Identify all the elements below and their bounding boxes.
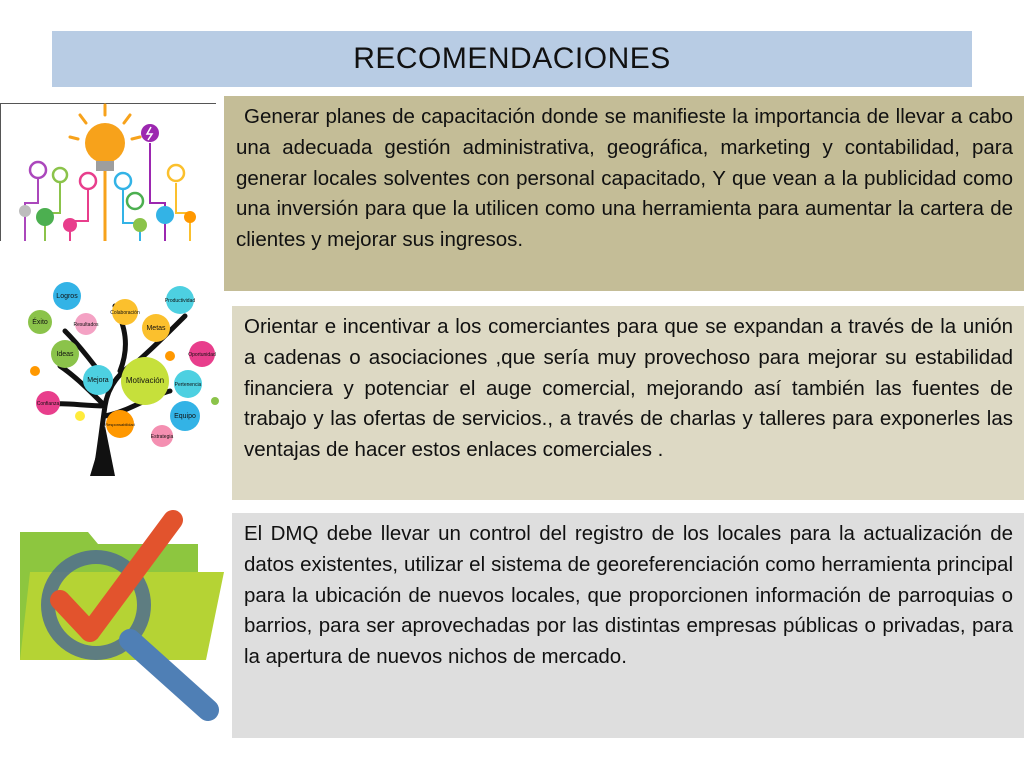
- tree-label-resultados: Resultados: [73, 322, 99, 328]
- checkmark-magnifier-folder-icon: [18, 510, 224, 724]
- recommendation-1: [224, 96, 1024, 291]
- lightbulbs-icon: [0, 103, 216, 241]
- tree-label-metas: Metas: [146, 325, 166, 332]
- tree-label-pertenencia: Pertenencia: [174, 382, 202, 388]
- title-bar: [52, 31, 972, 87]
- tree-label-mejora: Mejora: [87, 377, 109, 384]
- tree-label-oportunidad: Oportunidad: [188, 352, 216, 358]
- tree-label-exito: Éxito: [32, 319, 48, 326]
- recommendation-2: [232, 306, 1024, 500]
- page-title: RECOMENDACIONES: [353, 42, 671, 75]
- tree-label-responsabilidad: Responsabilidad: [105, 422, 135, 427]
- tree-label-motivacion: Motivación: [125, 376, 165, 385]
- tree-label-productividad: Productividad: [164, 298, 196, 304]
- tree-label-confianza: Confianza: [36, 401, 60, 407]
- tree-label-colaboracion: Colaboración: [110, 310, 140, 316]
- idea-tree-icon: [20, 276, 225, 476]
- recommendation-3: [232, 513, 1024, 738]
- tree-label-ideas: Ideas: [56, 351, 74, 358]
- tree-label-logros: Logros: [56, 293, 78, 300]
- recommendation-2-text: Orientar e incentivar a los comerciantes para que se expandan a través de la unión a cadenas o asociaciones ,que sería muy provechoso para mejorar su estabilidad financiera y potenciar el auge comercial, mejorando así también las fuentes de trabajo y las ofertas de servicios., a través de charlas y talleres para exponerles las ventajas de hacer estos enlaces comerciales .: [244, 315, 1013, 462]
- tree-label-equipo: Equipo: [174, 413, 196, 420]
- tree-label-estrategia: Estrategia: [150, 434, 174, 440]
- recommendation-3-text: El DMQ debe llevar un control del registro de los locales para la actualización de datos existentes, utilizar el sistema de georeferenciación como herramienta principal para la ubicación de nuevos locales, que proporcionen información de parroquias o barrios, para ser aprovechadas por las distintas empresas públicas o privadas, para la apertura de nuevos nichos de mercado.: [244, 522, 1013, 669]
- recommendation-1-text: Generar planes de capacitación donde se manifieste la importancia de llevar a cabo una adecuada gestión administrativa, geográfica, marketing y contabilidad, para generar locales solventes con personal capacitado, Y que vean a la publicidad como una inversión para que la utilicen como una herramienta para aumentar la cartera de clientes y mejorar sus ingresos.: [236, 105, 1013, 252]
